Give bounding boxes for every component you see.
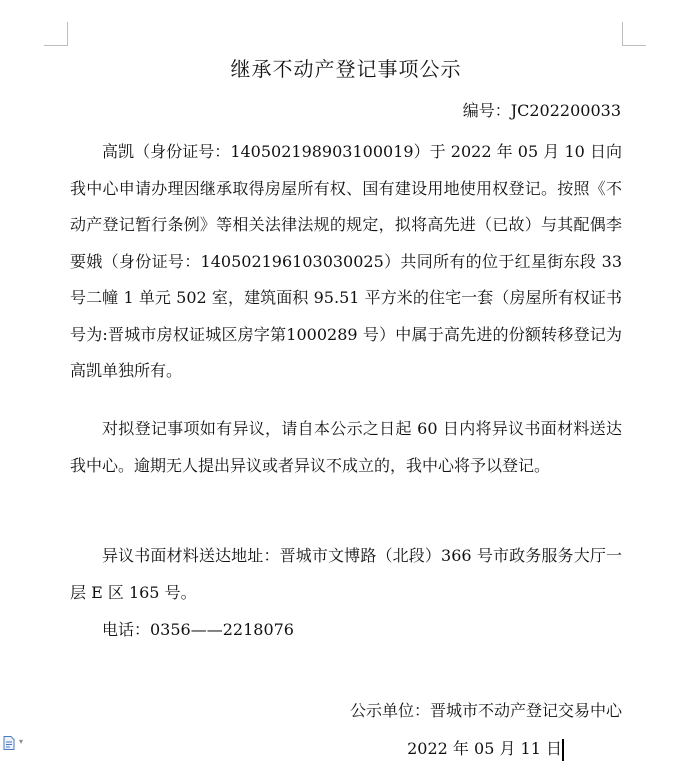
paragraph-objection[interactable]: 对拟登记事项如有异议，请自本公示之日起 60 日内将异议书面材料送达我中心。逾期无人提出异议或者异议不成立的，我中心将予以登记。 (70, 419, 622, 475)
text-cursor (562, 739, 564, 761)
serial-number: JC202200033 (510, 101, 621, 120)
paragraph-phone[interactable]: 电话：0356——2218076 (102, 620, 294, 639)
paragraph-application[interactable]: 高凯（身份证号：140502198903100019）于 2022 年 05 月 10 日向我中心申请办理因继承取得房屋所有权、国有建设用地使用权登记。按照《不动产登记暂行条例》等相关法律法规的规定，拟将高先进（已故）与其配偶李要娥（身份证号：140502196103030025）共同所有的位于红星街东段 33 号二幢 1 单元 502 室，建筑面积 95.51 平方米的住宅一套（房屋所有权证书号为:晋城市房权证城区房字第1000289 号）中属于高先进的份额转移登记为高凯单独所有。 (70, 142, 622, 380)
serial-line (463, 99, 621, 123)
crop-mark-top-right-vertical (622, 22, 623, 46)
signature-unit: 公示单位：晋城市不动产登记交易中心 (349, 701, 622, 720)
serial-label: 编号： (462, 101, 511, 120)
crop-mark-top-left (44, 45, 68, 46)
chevron-down-icon[interactable]: ▾ (19, 737, 24, 746)
crop-mark-top-right (622, 45, 646, 46)
signature-date: 2022 年 05 月 11 日 (407, 739, 562, 758)
document-icon[interactable] (3, 736, 15, 750)
crop-mark-top-left-vertical (67, 22, 68, 46)
paragraph-address[interactable]: 异议书面材料送达地址：晋城市文博路（北段）366 号市政务服务大厅一层 E 区 165 号。 (70, 546, 622, 602)
document-title: 继承不动产登记事项公示 (230, 57, 462, 81)
